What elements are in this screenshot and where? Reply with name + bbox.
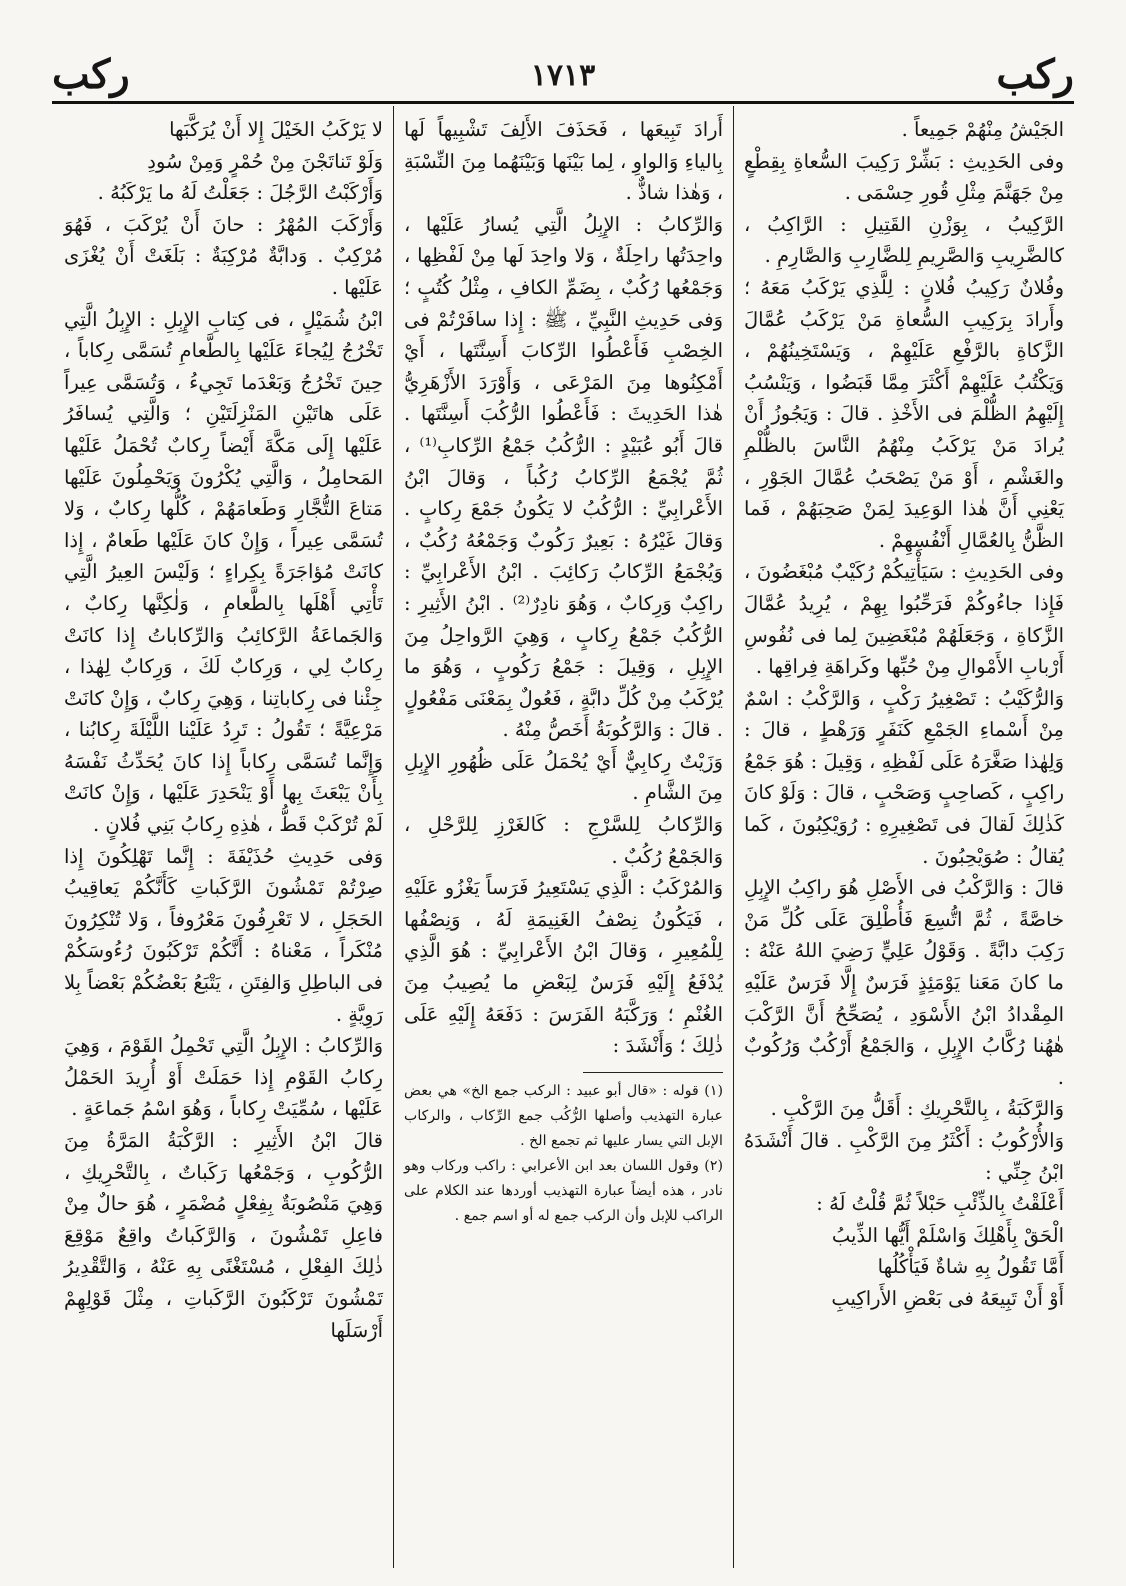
paragraph: وَالمُرْكَبُ : الَّذِي يَسْتَعِيرُ فَرَساً يَغْزُو عَلَيْهِ ، فَيَكُونُ نِصْفُ الغَنِيمَةِ لَهُ ، وَنِصْفُها لِلْمُعِيرِ ، وَقالَ ابْنُ الأَعْرابِيِّ : هُوَ الَّذِي يُدْفَعُ إِلَيْهِ فَرَسٌ لِبَعْضِ ما يُصِيبُ مِنَ الغُنْمِ ؛ وَرَكَّبَهُ الفَرَسَ : دَفَعَهُ إِلَيْهِ عَلَى ذٰلِكَ ؛ وَأَنْشَدَ : xyxy=(404,876,723,1058)
paragraph: وَالرِّكابُ : الإِبِلُ الَّتِي تَحْمِلُ القَوْمَ ، وَهِيَ رِكابُ القَوْمِ إِذا حَمَلَتْ أَوْ أُرِيدَ الحَمْلُ عَلَيْها ، سُمِّيَتْ رِكاباً ، وَهُوَ اسْمُ جَماعَةٍ . xyxy=(64,1034,383,1121)
paragraph: قالَ : وَالرَّكْبُ فى الأَصْلِ هُوَ راكِبُ الإِبِلِ خاصَّةً ، ثُمَّ اتُّسِعَ فَأُطْلِقَ عَلَى كُلِّ مَنْ رَكِبَ دابَّةً . وَقَوْلُ عَلِيٍّ رَضِيَ اللهُ عَنْهُ : ما كانَ مَعَنا يَوْمَئِذٍ فَرَسٌ إِلَّا فَرَسٌ عَلَيْهِ المِقْدادُ ابْنُ الأَسْوَدِ ، يُصَحِّحُ أَنَّ الرَّكْبَ هٰهُنا رُكَّابُ الإِبِلِ ، وَالجَمْعُ أَرْكُبٌ وَرُكُوبٌ . xyxy=(744,876,1064,1089)
verse-line: لا يَرْكَبُ الخَيْلَ إِلا أَنْ يُرَكَّبَها xyxy=(169,118,383,141)
paragraph: أَرادَ تَبِيعَها ، فَحَذَفَ الأَلِفَ تَشْبِيهاً لَها بِالياءِ وَالواوِ ، لِما بَيْنَها وَبَيْنَهُما مِنَ النِّسْبَةِ ، وَهٰذا شاذٌّ . xyxy=(404,118,723,205)
paragraph: وَأَرْكَبْتُ الرَّجُلَ : جَعَلْتُ لَهُ ما يَرْكَبُهُ . xyxy=(97,181,383,205)
paragraph: وفى الحَدِيثِ : بَشِّرْ رَكِيبَ السُّعاةِ بِقِطْعٍ مِنْ جَهَنَّمَ مِثْلِ قُورِ حِسْمَى . xyxy=(744,149,1064,205)
footnote-rule xyxy=(583,1072,723,1073)
paragraph: وَفى حَدِيثِ حُذَيْفَةَ : إِنَّما تَهْلِكُونَ إِذا صِرْتُمْ تَمْشُونَ الرَّكَباتِ كَأَنَّكُمْ يَعاقِيبُ الحَجَلِ ، لا تَعْرِفُونَ مَعْرُوفاً ، وَلا تُنْكِرُونَ مُنْكَراً ، مَعْناهُ : أَنَّكُمْ تَرْكَبُونَ رُءُوسَكُمْ فى الباطِلِ وَالفِتَنِ ، يَتْبَعُ بَعْضُكُمْ بَعْضاً بِلا رَوِيَّةٍ . xyxy=(64,844,383,1026)
column-right xyxy=(734,106,1074,1568)
paragraph: وَزَيْتٌ رِكابِيٌّ أَيْ يُحْمَلُ عَلَى ظُهُورِ الإِبِلِ مِنَ الشَّامِ . xyxy=(404,749,723,805)
column-middle xyxy=(394,106,734,1568)
page-number: ١٧١٣ xyxy=(530,57,596,93)
paragraph: وَأَرْكَبَ المُهْرُ : حانَ أَنْ يُرْكَبَ ، فَهُوَ مُرْكِبٌ . وَدابَّةٌ مُرْكِبَةٌ : بَلَغَتْ أَنْ يُغْزَى عَلَيْها . xyxy=(64,212,383,299)
footnotes xyxy=(404,1079,723,1229)
paragraph: قالَ ابْنُ الأَثِيرِ : الرَّكْبَةُ المَرَّةُ مِنَ الرُّكُوبِ ، وَجَمْعُها رَكَباتٌ ، بِالتَّحْرِيكِ ، وَهِيَ مَنْصُوبَةٌ بِفِعْلٍ مُضْمَرٍ ، هُوَ حالٌ مِنْ فاعِلِ تَمْشُونَ ، وَالرَّكَباتُ واقِعٌ مَوْقِعَ ذٰلِكَ الفِعْلِ ، مُسْتَغْنًى بِهِ عَنْهُ ، وَالتَّقْدِيرُ تَمْشُونَ تَرْكَبُونَ الرَّكَباتِ ، مِثْلَ قَوْلِهِمْ أَرْسَلَها xyxy=(64,1129,383,1342)
paragraph: وفى الحَدِيثِ : سَيَأْتِيكُمْ رُكَيْبٌ مُبْغَضُونَ ، فَإِذا جاءُوكُمْ فَرَحِّبُوا بِهِمْ ، يُرِيدُ عُمَّالَ الزَّكاةِ ، وَجَعَلَهُمْ مُبْغَضِينَ لِما فى نُفُوسِ أَرْبابِ الأَمْوالِ مِنْ حُبِّها وكَراهَةِ فِراقِها . xyxy=(744,560,1064,679)
verse-line: أَمَّا تَقُولُ بِهِ شاةٌ فَيَأْكُلُها xyxy=(877,1255,1064,1279)
text-columns xyxy=(52,106,1074,1568)
paragraph: الرَّكِيبُ ، بِوَزْنِ القَتِيلِ : الرَّاكِبُ ، كالضَّرِيبِ وَالصَّرِيمِ لِلضَّارِبِ وَالصَّارِمِ . xyxy=(744,212,1064,268)
paragraph: وَالأُرْكُوبُ : أَكْثَرُ مِنَ الرَّكْبِ . قالَ أَنْشَدَهُ ابْنُ جِنِّي : xyxy=(744,1129,1064,1184)
paragraph: وَالرِّكابُ لِلسَّرْجِ : كَالغَرْزِ لِلرَّحْلِ ، وَالجَمْعُ رُكُبٌ . xyxy=(404,813,723,868)
verse-line: الْحَقْ بِأَهْلِكَ وَاسْلَمْ أَيُّها الذِّيبُ xyxy=(831,1223,1064,1247)
header-right-word: ركب xyxy=(996,51,1074,98)
page-header xyxy=(52,50,1074,100)
verse-line: وَلَوْ تَناتَجْنَ مِنْ حُمْرٍ وَمِنْ سُودِ xyxy=(147,149,383,173)
header-left-word: ركب xyxy=(52,51,130,98)
paragraph: وَالرَّكَبَةُ ، بِالتَّحْرِيكِ : أَقَلُّ مِنَ الرَّكْبِ . xyxy=(770,1097,1064,1121)
paragraph: وفُلانٌ رَكِيبُ فُلانٍ : لِلَّذِي يَرْكَبُ مَعَهُ ؛ وأَرادَ بِرَكِيبِ السُّعاةِ مَنْ يَرْكَبُ عُمَّالَ الزَّكاةِ بالرَّفْعِ عَلَيْهِمْ ، وَيَسْتَخِينُهُمْ ، وَيَكْتُبُ عَلَيْهِمْ أَكْثَرَ مِمَّا قَبَضُوا ، وَيَنْسُبُ إِلَيْهِمُ الظُّلْمَ فى الأَخْذِ . قالَ : وَيَجُوزُ أَنْ يُرادَ مَنْ يَرْكَبُ مِنْهُمُ النَّاسَ بالظُّلْمِ والغَشْمِ ، أَوْ مَنْ يَصْحَبُ عُمَّالَ الجَوْرِ ، يَعْنِي أَنَّ هٰذا الوَعِيدَ لِمَنْ صَحِبَهُمْ ، فَما الظَّنُّ بِالعُمَّالِ أَنْفُسِهِمْ . xyxy=(744,275,1064,552)
header-rule xyxy=(52,101,1074,104)
paragraph: وَالرِّكابُ : الإِبِلُ الَّتِي يُسارُ عَلَيْها ، واحِدَتُها راحِلَةٌ ، وَلا واحِدَ لَها مِنْ لَفْظِها ، وَجَمْعُها رُكُبٌ ، بِضَمِّ الكافِ ، مِثْلُ كُتُبٍ ؛ وَفى حَدِيثِ النَّبِيِّ ، ﷺ : إِذا سافَرْتُمْ فى الخِصْبِ فَأَعْطُوا الرِّكابَ أَسِنَّتَها ، أَيْ أَمْكِنُوها مِنَ المَرْعَى ، وَأَوْرَدَ الأَزْهَرِيُّ هٰذا الحَدِيثَ : فَأَعْطُوا الرُّكُبَ أَسِنَّتَها . قالَ أَبُو عُبَيْدٍ : الرُّكُبُ جَمْعُ الرِّكابِ⁽¹⁾ ، ثُمَّ يُجْمَعُ الرِّكابُ رُكُباً ، وَقالَ ابْنُ الأَعْرابِيِّ : الرُّكُبُ لا يَكُونُ جَمْعَ رِكابٍ . وَقالَ غَيْرُهُ : بَعِيرٌ رَكُوبٌ وَجَمْعُهُ رُكُبٌ ، وَيُجْمَعُ الرِّكابُ رَكائِبَ . ابْنُ الأَعْرابِيِّ : راكِبٌ وَرِكابٌ ، وَهُوَ نادِرٌ⁽²⁾ . ابْنُ الأَثِيرِ : الرُّكُبُ جَمْعُ رِكابٍ ، وَهِيَ الرَّواحِلُ مِنَ الإِبِلِ ، وَقِيلَ : جَمْعُ رَكُوبٍ ، وَهُوَ ما يُرْكَبُ مِنْ كُلِّ دابَّةٍ ، فَعُولٌ بِمَعْنَى مَفْعُولٍ . قالَ : وَالرَّكُوبَةُ أَخَصُّ مِنْهُ . xyxy=(404,212,723,742)
paragraph: ابْنُ شُمَيْلٍ ، فى كِتابِ الإِبِلِ : الإِبِلُ الَّتِي تَخْرُجُ لِيُجاءَ عَلَيْها بِالطَّعامِ تُسَمَّى رِكاباً ، حِينَ تَخْرُجُ وَبَعْدَما تَجِيءُ ، وَتُسَمَّى عِيراً عَلَى هاتَيْنِ المَنْزِلَتَيْنِ ؛ وَالَّتِي يُسافَرُ عَلَيْها إِلَى مَكَّةَ أَيْضاً رِكابٌ تُحْمَلُ عَلَيْها المَحامِلُ ، وَالَّتِي يُكْرُونَ وَيَحْمِلُونَ عَلَيْها مَتاعَ التُّجَّارِ وَطَعامَهُمْ ، كُلُّها رِكابٌ ، وَلا تُسَمَّى عِيراً ، وَإِنْ كانَ عَلَيْها طَعامٌ ، إِذا كانَتْ مُؤاجَرَةً بِكِراءٍ ؛ وَلَيْسَ العِيرُ الَّتِي تَأْتِي أَهْلَها بِالطَّعامِ ، وَلٰكِنَّها رِكابٌ ، وَالجَماعَةُ الرَّكائِبُ وَالرِّكاباتُ إِذا كانَتْ رِكابٌ لِي ، وَرِكابٌ لَكَ ، وَرِكابٌ لِهٰذا ، جِئْنا فى رِكاباتِنا ، وَهِيَ رِكابٌ ، وَإِنْ كانَتْ مَرْعِيَّةً ؛ تَقُولُ : تَرِدُ عَلَيْنا اللَّيْلَةَ رِكابُنا ، وَإِنَّما تُسَمَّى رِكاباً إِذا كانَ يُحَدِّثُ نَفْسَهُ بِأَنْ يَبْعَثَ بِها أَوْ يَنْحَدِرَ عَلَيْها ، وَإِنْ كانَتْ لَمْ تُرْكَبْ قَطُّ ، هٰذِهِ رِكابُ بَنِي فُلانٍ . xyxy=(64,307,383,837)
paragraph: الجَيْشُ مِنْهُمْ جَمِيعاً . xyxy=(901,118,1064,141)
verse-line: أَوْ أَنْ تَبِيعَهُ فى بَعْضِ الأَراكِيبِ xyxy=(831,1286,1064,1310)
footnote: (٢) وقول اللسان بعد ابن الأعرابي : راكب وركاب وهو نادر ، هذه أيضاً عبارة التهذيب أوردها عند الكلام على الراكب للإبل وأن الركب جمع له أو اسم جمع . xyxy=(404,1157,723,1224)
column-left xyxy=(54,106,394,1568)
footnote: (١) قوله : «قال أبو عبيد : الركب جمع الخ» هي بعض عبارة التهذيب وأصلها الرُّكُب جمع الرِّكاب ، والركاب الإبل التي يسار عليها ثم تجمع الخ . xyxy=(404,1082,723,1149)
paragraph: وَالرُّكَيْبُ : تَصْغِيرُ رَكْبٍ ، وَالرَّكْبُ : اسْمٌ مِنْ أَسْماءِ الجَمْعِ كَنَفَرٍ وَرَهْطٍ ، قالَ : وَلِهٰذا صَغَّرَهُ عَلَى لَفْظِهِ ، وَقِيلَ : هُوَ جَمْعُ راكِبٍ ، كَصاحِبٍ وَصَحْبٍ ، قالَ : وَلَوْ كانَ كَذٰلِكَ لَقالَ فى تَصْغِيرِهِ : رُوَيْكِبُونَ ، كَما يُقالُ : صُوَيْحِبُونَ . xyxy=(744,686,1064,868)
verse-line: أَعْلَقْتُ بِالذِّئْبِ حَبْلاً ثُمَّ قُلْتُ لَهُ : xyxy=(816,1192,1064,1216)
